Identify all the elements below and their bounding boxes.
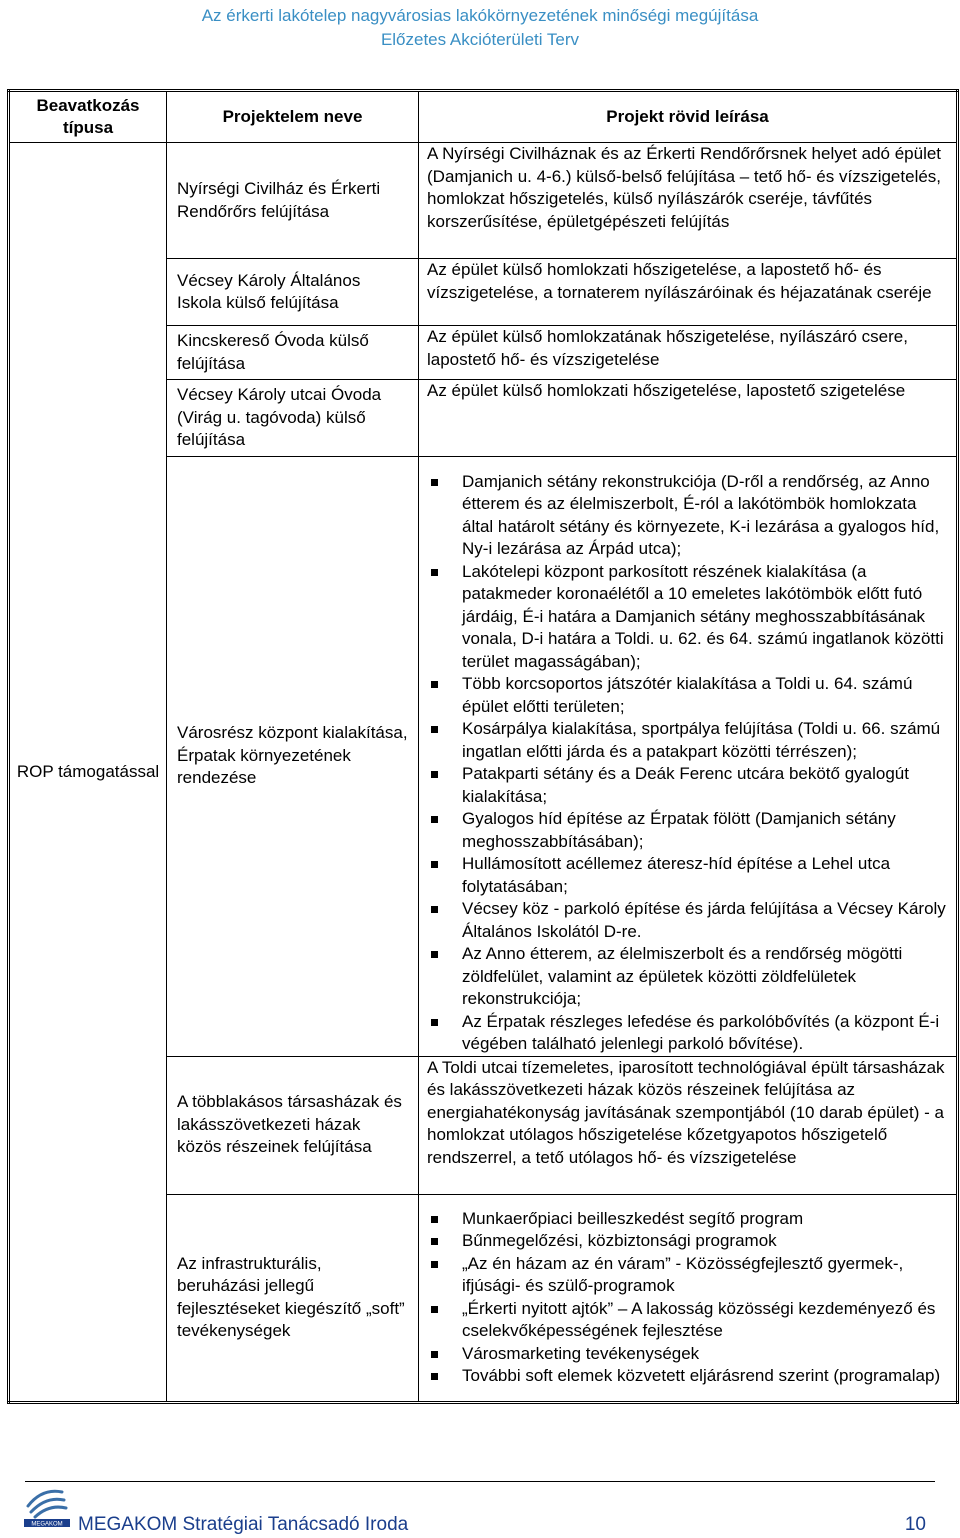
- intervention-type-cell: [9, 143, 167, 1403]
- project-description: Az épület külső homlokzati hőszigetelése, a lapostető hő- és vízszigetelése, a tornaterem nyílászáróinak és héjazatának cseréje: [427, 260, 932, 302]
- bullet-item: Több korcsoportos játszótér kialakítása a Toldi u. 64. számú épület előtti területen;: [427, 673, 948, 718]
- bullet-item: Gyalogos híd építése az Érpatak fölött (Damjanich sétány meghosszabbításában);: [427, 808, 948, 853]
- project-name: Vécsey Károly Általános Iskola külső felújítása: [177, 270, 361, 312]
- megakom-logo: [22, 1486, 72, 1528]
- project-name: A többlakásos társasházak és lakásszövetkezeti házak közös részeinek felújítása: [177, 1092, 402, 1157]
- project-description-cell: [419, 143, 958, 259]
- project-description: A Toldi utcai tízemeletes, iparosított technológiával épült társasházak és lakásszövetkezeti házak közös részeinek felújítása az energiahatékonyság javításának szempontjából (10 darab épület) - a homlokzat utólagos hőszigetelése kőzetgyapotos hőszigetelő rendszerrel, a tető utólagos hő- és vízszigetelése: [427, 1057, 945, 1167]
- project-description-cell: [419, 1056, 958, 1194]
- project-description-cell: [419, 456, 958, 1056]
- logo-text: MEGAKOM: [31, 1521, 63, 1528]
- project-name: Városrész központ kialakítása, Érpatak környezetének rendezése: [177, 723, 408, 788]
- project-description-cell: [419, 1194, 958, 1402]
- project-name-cell: [167, 1056, 419, 1194]
- bullet-item: Hullámosított acéllemez áteresz-híd építése a Lehel utca folytatásában;: [427, 853, 948, 898]
- bullet-item: További soft elemek közvetett eljárásrend szerint (programalap): [427, 1365, 948, 1388]
- bullet-item: Az Anno étterem, az élelmiszerbolt és a rendőrség mögötti zöldfelület, valamint az épületek közötti zöldfelületek rekonstrukciója;: [427, 943, 948, 1011]
- column-header-type: Beavatkozás típusa: [9, 91, 167, 143]
- document-subtitle: Előzetes Akcióterületi Terv: [380, 30, 580, 49]
- project-description: Az épület külső homlokzatának hőszigetelése, nyílászáró csere, lapostető hő- és vízszigetelése: [427, 327, 908, 369]
- page-number: 10: [904, 1514, 926, 1535]
- project-bullet-list: [427, 471, 948, 1056]
- bullet-item: Lakótelepi központ parkosított részének kialakítása (a patakmeder koronaélétől a 10 emeletes lakótömbök előtt futó járdáig, É-i határa a Damjanich sétány meghosszabbításának vonala, D-i határa a Toldi. u. 62. és 64. számú ingatlanok közötti terület magasságában);: [427, 561, 948, 674]
- project-description-cell: [419, 259, 958, 326]
- document-title: Az érkerti lakótelep nagyvárosias lakókörnyezetének minőségi megújítása: [201, 6, 759, 25]
- bullet-item: „Az én házam az én váram” - Közösségfejlesztő gyermek-, ifjúsági- és szülő-programok: [427, 1253, 948, 1298]
- project-name: Kincskereső Óvoda külső felújítása: [177, 331, 369, 373]
- bullet-item: Patakparti sétány és a Deák Ferenc utcára bekötő gyalogút kialakítása;: [427, 763, 948, 808]
- bullet-item: Vécsey köz - parkoló építése és járda felújítása a Vécsey Károly Általános Iskolától D-re.: [427, 898, 948, 943]
- document-header: [0, 4, 960, 52]
- project-name: Vécsey Károly utcai Óvoda (Virág u. tagóvoda) külső felújítása: [177, 385, 382, 449]
- project-name-cell: [167, 326, 419, 380]
- table-row: [9, 143, 958, 259]
- bullet-item: Városmarketing tevékenységek: [427, 1343, 948, 1366]
- column-header-name: Projektelem neve: [167, 91, 419, 143]
- table-header-row: [9, 91, 958, 143]
- project-name-cell: [167, 259, 419, 326]
- project-bullet-list: [427, 1208, 948, 1388]
- footer-company: MEGAKOM Stratégiai Tanácsadó Iroda: [78, 1514, 409, 1535]
- footer-divider: [25, 1481, 935, 1482]
- project-name: Nyírségi Civilház és Érkerti Rendőrőrs felújítása: [177, 179, 381, 221]
- project-description-cell: [419, 326, 958, 380]
- project-description: Az épület külső homlokzati hőszigetelése, lapostető szigetelése: [427, 381, 906, 400]
- bullet-item: Damjanich sétány rekonstrukciója (D-ről a rendőrség, az Anno étterem és az élelmiszerbolt, É-ról a lakótömbök homlokzata által határolt sétány és környezete, K-i lezárása a gyalogos híd, Ny-i lezárása az Árpád utca);: [427, 471, 948, 561]
- project-name-cell: [167, 143, 419, 259]
- bullet-item: Munkaerőpiaci beilleszkedést segítő program: [427, 1208, 948, 1231]
- bullet-item: Az Érpatak részleges lefedése és parkolóbővítés (a központ É-i végében található jelenlegi parkoló bővítése).: [427, 1011, 948, 1056]
- project-name-cell: [167, 456, 419, 1056]
- project-table: [7, 89, 959, 1404]
- bullet-item: „Érkerti nyitott ajtók” – A lakosság közösségi kezdeményező és cselekvőképességének fejlesztése: [427, 1298, 948, 1343]
- project-name-cell: [167, 1194, 419, 1402]
- bullet-item: Kosárpálya kialakítása, sportpálya felújítása (Toldi u. 66. számú ingatlan előtti járda és a patakpart közötti térrészen);: [427, 718, 948, 763]
- project-name: Az infrastrukturális, beruházási jellegű fejlesztéseket kiegészítő „soft” tevékenységek: [177, 1253, 405, 1340]
- project-name-cell: [167, 380, 419, 457]
- column-header-description: Projekt rövid leírása: [419, 91, 958, 143]
- project-description-cell: [419, 380, 958, 457]
- intervention-type-label: ROP támogatással: [16, 761, 160, 781]
- project-description: A Nyírségi Civilháznak és az Érkerti Rendőrőrsnek helyet adó épület (Damjanich u. 4-6.) külső-belső felújítása – tető hő- és vízszigetelés, homlokzat hőszigetelés, külső nyílászárók cseréje, távfűtés korszerűsítése, épületgépészeti felújítás: [427, 144, 942, 231]
- bullet-item: Bűnmegelőzési, közbiztonsági programok: [427, 1230, 948, 1253]
